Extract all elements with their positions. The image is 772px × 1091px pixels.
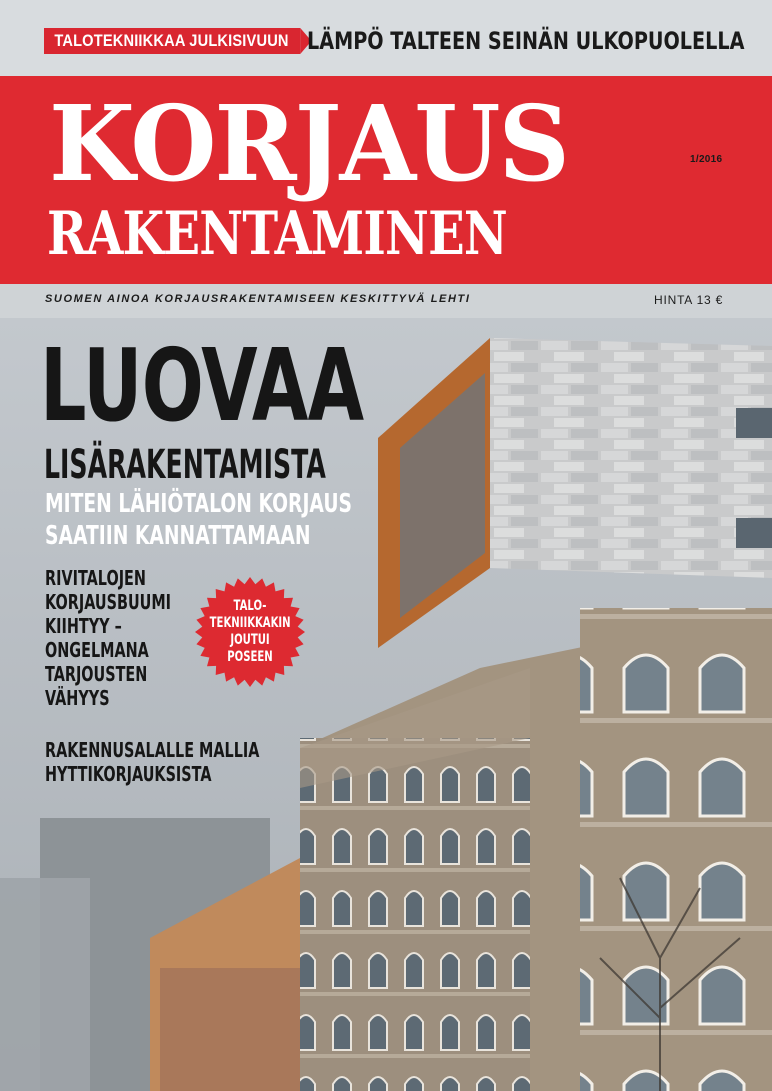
story-line: KORJAUSBUUMI xyxy=(45,590,172,614)
story-line: HYTTIKORJAUKSISTA xyxy=(45,762,212,786)
price: HINTA 13 € xyxy=(654,293,724,307)
issue-number: 1/2016 xyxy=(690,154,723,165)
masthead xyxy=(0,76,772,284)
cover-subtitle: LISÄRAKENTAMISTA xyxy=(44,442,326,488)
masthead-title-line1: KORJAUS xyxy=(49,82,569,205)
cover-deck-line: SAATIIN KANNATTAMAAN xyxy=(45,521,311,551)
story-line: RAKENNUSALALLE MALLIA xyxy=(45,738,260,762)
story-line: TARJOUSTEN xyxy=(45,662,148,686)
story-line: ONGELMANA xyxy=(45,638,149,662)
starburst-line: POSEEN xyxy=(227,649,273,665)
starburst-line: TEKNIIKKAKIN xyxy=(209,615,291,631)
starburst-line: TALO- xyxy=(233,598,267,614)
story-line: VÄHYYS xyxy=(45,686,110,710)
cover-title: LUOVAA xyxy=(40,327,364,444)
story-rivitalot xyxy=(45,566,171,710)
story-hyttikorjaukset xyxy=(45,738,259,786)
masthead-title-line2: RAKENTAMINEN xyxy=(47,199,507,269)
cover-deck-line: MITEN LÄHIÖTALON KORJAUS xyxy=(45,489,353,519)
story-line: RIVITALOJEN xyxy=(45,566,146,590)
cover-deck xyxy=(45,488,352,552)
story-line: KIIHTYY – xyxy=(45,614,122,638)
starburst-line: JOUTUI xyxy=(230,632,270,648)
section-tag: TALOTEKNIIKKAA JULKISIVUUN xyxy=(44,28,301,54)
top-headline: LÄMPÖ TALTEEN SEINÄN ULKOPUOLELLA xyxy=(307,27,745,55)
starburst-text xyxy=(194,598,306,666)
tagline: SUOMEN AINOA KORJAUSRAKENTAMISEEN KESKITTYVÄ LEHTI xyxy=(45,293,471,305)
